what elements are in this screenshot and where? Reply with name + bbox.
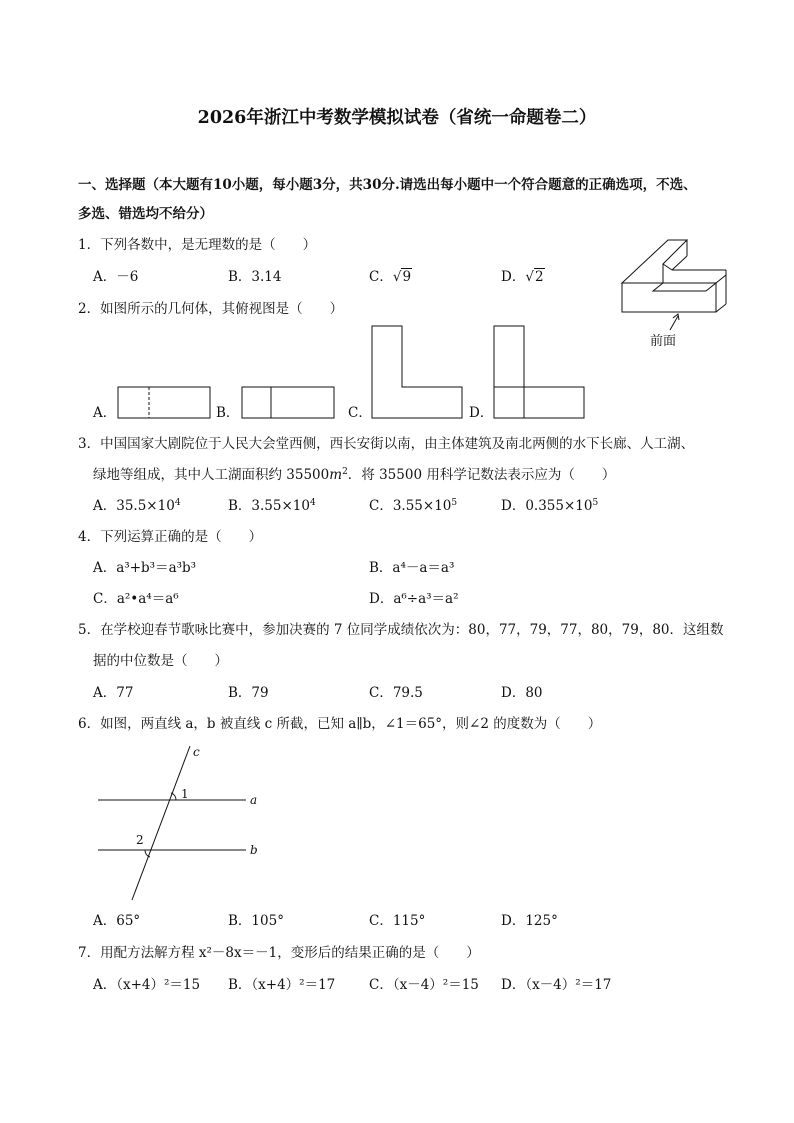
q1-option-b: B．3.14 (228, 269, 282, 285)
q2-figure-label: 前面 (650, 334, 677, 349)
q4-option-a: A．a³+b³＝a³b³ (93, 560, 197, 576)
q7-option-b: B．（x+4）²＝17 (228, 977, 336, 993)
q6-label-b: b (250, 843, 258, 857)
section-header-line1: 一、选择题（本大题有10小题，每小题3分，共30分.请选出每小题中一个符合题意的正确选项，不选、 (78, 177, 697, 193)
q1-stem: 1．下列各数中，是无理数的是（ ） (78, 237, 317, 253)
q5-option-a: A．77 (93, 685, 134, 701)
q5-option-c: C．79.5 (369, 685, 423, 701)
page-title: 2026年浙江中考数学模拟试卷（省统一命题卷二） (197, 108, 597, 128)
q1-option-a: A．－6 (93, 269, 139, 285)
q6-label-angle1: 1 (181, 787, 189, 801)
q4-option-d: D．a⁶÷a³＝a² (369, 591, 459, 607)
q1-c-radicand: 9 (402, 269, 412, 285)
q6-option-c: C．115° (369, 913, 426, 929)
q1-d-radicand: 2 (534, 269, 544, 285)
q5-line1: 5．在学校迎春节歌咏比赛中，参加决赛的 7 位同学成绩依次为：80，77，79，77，80，79，80．这组数 (78, 622, 724, 638)
q3-option-c: C．$3.55\times 10^5$ (369, 498, 458, 514)
q7-stem: 7．用配方法解方程 x²－8x＝－1，变形后的结果正确的是（ ） (78, 945, 480, 961)
q6-option-d: D．125° (501, 913, 558, 929)
q7-option-c: C．（x－4）²＝15 (369, 977, 479, 993)
q6-label-a: a (250, 793, 258, 807)
q4-option-c: C．a²•a⁴＝a⁶ (93, 591, 179, 607)
q2-option-a-view (116, 386, 212, 420)
q6-stem: 6．如图，两直线 a，b 被直线 c 所截，已知 a∥b，∠1＝65°，则∠2 的度数为（ ） (78, 716, 602, 732)
q3-option-a: A．$35.5\times 10^4$ (93, 498, 181, 514)
q2-option-d-view (492, 325, 588, 421)
q3-option-d: D．$0.355\times 10^5$ (501, 498, 599, 514)
q2-option-c: C． (348, 405, 372, 421)
q6-label-c: c (193, 745, 200, 759)
q6-label-angle2: 2 (136, 833, 144, 847)
q5-option-d: D．80 (501, 685, 543, 701)
q7-option-d: D．（x－4）²＝17 (501, 977, 612, 993)
q2-solid-figure (610, 230, 730, 355)
section-header-line2: 多选、错选均不给分） (78, 206, 213, 222)
q2-option-b-view (240, 386, 336, 420)
q1-option-d: D．√2 (501, 269, 544, 285)
q2-option-b: B． (216, 405, 240, 421)
q6-parallel-lines-figure (90, 742, 270, 902)
q7-option-a: A．（x+4）²＝15 (93, 977, 201, 993)
q5-option-b: B．79 (228, 685, 269, 701)
q6-option-a: A．65° (93, 913, 141, 929)
q2-option-c-view (370, 325, 466, 421)
q4-stem: 4．下列运算正确的是（ ） (78, 529, 263, 545)
q5-line2: 据的中位数是（ ） (93, 653, 228, 669)
q2-option-d: D． (469, 405, 494, 421)
q1-option-c: C．√9 (369, 269, 412, 285)
q6-option-b: B．105° (228, 913, 284, 929)
q3-line2: 绿地等组成，其中人工湖面积约 $35500m^2$．将 35500 用科学记数法表示应为（ ） (93, 467, 616, 483)
q2-option-a: A． (93, 405, 117, 421)
q3-line1: 3．中国国家大剧院位于人民大会堂西侧，西长安街以南，由主体建筑及南北两侧的水下长廊、人工湖、 (78, 436, 695, 452)
q2-stem: 2．如图所示的几何体，其俯视图是（ ） (78, 301, 344, 317)
q3-option-b: B．$3.55\times 10^4$ (228, 498, 316, 514)
q4-option-b: B．a⁴－a＝a³ (369, 560, 455, 576)
